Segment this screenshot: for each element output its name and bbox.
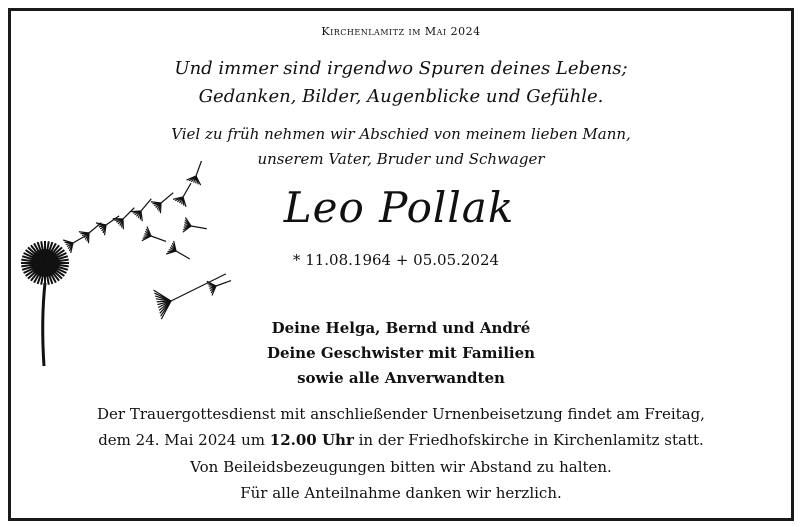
life-dates: * 11.08.1964 + 05.05.2024 — [292, 251, 500, 269]
service-date-text: dem 24. Mai 2024 um — [98, 431, 270, 449]
intro-line-2: unserem Vater, Bruder und Schwager — [257, 150, 545, 168]
intro-line-1: Viel zu früh nehmen wir Abschied von meinem lieben Mann, — [171, 125, 631, 143]
place-date: Kirchenlamitz im Mai 2024 — [321, 25, 481, 38]
verse-line-2: Gedanken, Bilder, Augenblicke und Gefühle. — [198, 86, 604, 107]
service-info-line-2 — [11, 431, 791, 449]
verse-line-1: Und immer sind irgendwo Spuren deines Lebens; — [174, 58, 628, 79]
mourner-line-2: Deine Geschwister mit Familien — [266, 344, 536, 362]
mourner-line-1: Deine Helga, Bernd und André — [271, 319, 531, 337]
service-info-line-1: Der Trauergottesdienst mit anschließender Urnenbeisetzung findet am Freitag, — [97, 405, 705, 423]
mourner-line-3: sowie alle Anverwandten — [297, 369, 505, 387]
condolence-note: Von Beileidsbezeugungen bitten wir Abstand zu halten. — [190, 458, 612, 476]
thanks-note: Für alle Anteilnahme danken wir herzlich. — [240, 484, 562, 502]
service-time: 12.00 Uhr — [269, 431, 354, 449]
deceased-name: Leo Pollak — [283, 183, 515, 232]
service-location-text: in der Friedhofskirche in Kirchenlamitz statt. — [353, 431, 704, 449]
obituary-card — [8, 8, 794, 521]
